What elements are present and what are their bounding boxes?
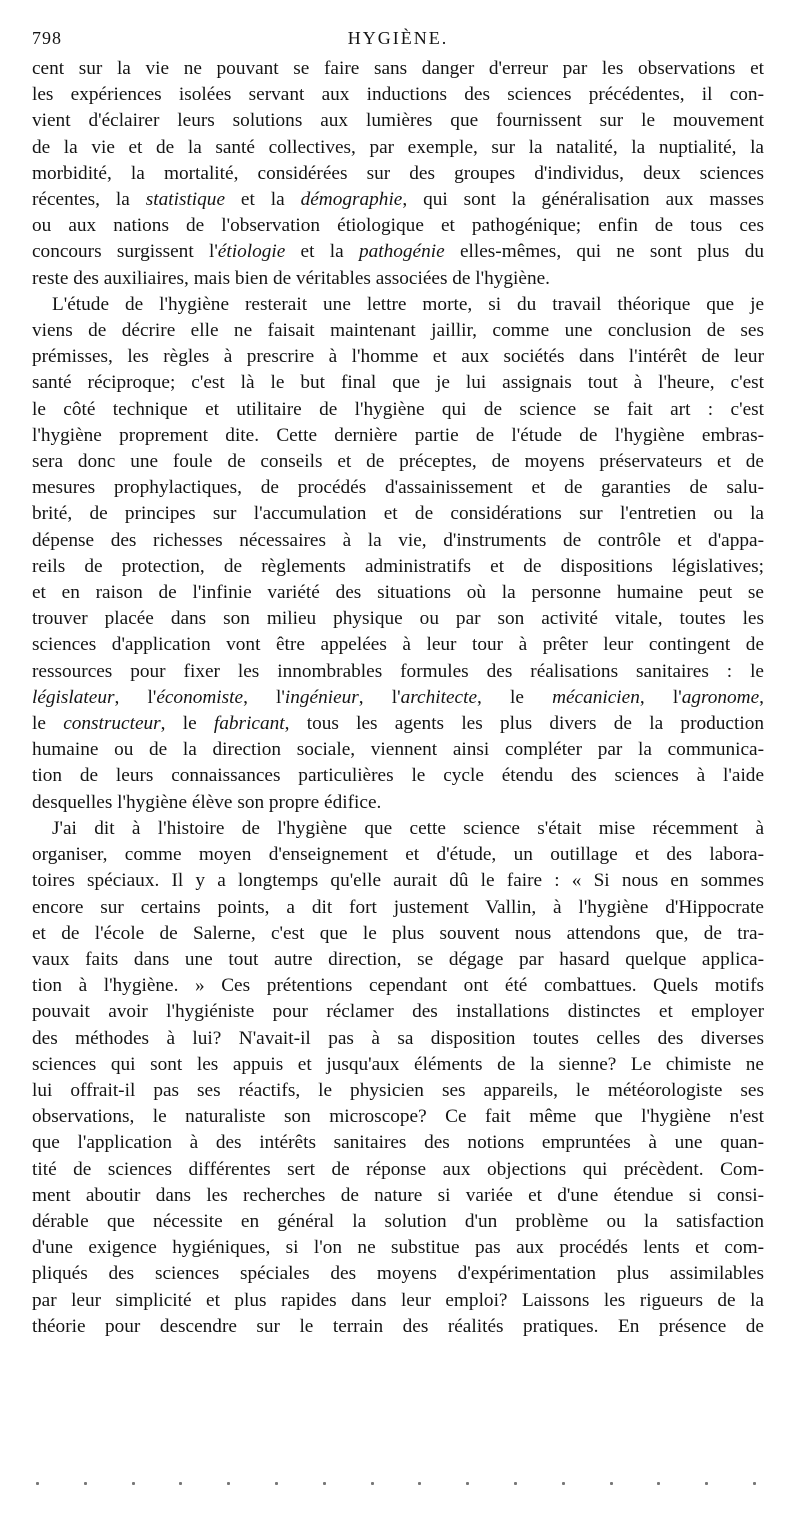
text-line: ment aboutir dans les recherches de nature si variée et d'une étendue si consi- <box>32 1184 764 1206</box>
text-line: mesures prophylactiques, de procédés d'assainissement et de garanties de salu- <box>32 477 764 499</box>
text-line: sciences d'application vont être appelées à leur tour à prêter leur contingent de <box>32 634 764 656</box>
text-line: concours surgissent l'étiologie et la pathogénie elles-mêmes, qui ne sont plus du <box>32 241 764 263</box>
text-line: de la vie et de la santé collectives, par exemple, sur la natalité, la nuptialité, la <box>32 136 764 158</box>
text-line: et de l'école de Salerne, c'est que le plus souvent nous attendons que, de tra- <box>32 922 764 944</box>
text-line: J'ai dit à l'histoire de l'hygiène que cette science s'était mise récemment à <box>52 817 764 839</box>
text-line: toires spéciaux. Il y a longtemps qu'elle aurait dû le faire : « Si nous en sommes <box>32 870 764 892</box>
paragraph-3 <box>32 816 764 1340</box>
term-legislateur: législateur <box>32 686 115 708</box>
text-line: pouvait avoir l'hygiéniste pour réclamer des installations distinctes et employer <box>32 1001 764 1023</box>
term-architecte: architecte <box>400 686 477 708</box>
text-line: encore sur certains points, a dit fort justement Vallin, à l'hygiène d'Hippocrate <box>32 896 764 918</box>
body-text <box>32 56 764 1340</box>
text-line: L'étude de l'hygiène resterait une lettre morte, si du travail théorique que je <box>52 293 764 315</box>
text-line: sciences qui sont les appuis et jusqu'aux éléments de la sienne? Le chimiste ne <box>32 1053 764 1075</box>
text-line: dérable que nécessite en général la solution d'un problème ou la satisfaction <box>32 1210 764 1232</box>
text-line: vaux faits dans une tout autre direction, se dégage par hasard quelque applica- <box>32 948 764 970</box>
text-line: tion à l'hygiène. » Ces prétentions cependant ont été combattues. Quels motifs <box>32 975 764 997</box>
term-economiste: économiste <box>156 686 244 708</box>
text-line: sera donc une foule de conseils et de préceptes, de moyens préservateurs et de <box>32 451 764 473</box>
text-line: que l'application à des intérêts sanitaires des notions empruntées à une quan- <box>32 1132 764 1154</box>
page-number: 798 <box>32 28 62 48</box>
text-line: pliqués des sciences spéciales des moyens d'expérimentation plus assimilables <box>32 1263 764 1285</box>
running-title: HYGIÈNE. <box>347 28 449 48</box>
text-line: morbidité, la mortalité, considérées sur des groupes d'individus, deux sciences <box>32 162 764 184</box>
term-pathogenie: pathogénie <box>358 241 445 263</box>
term-constructeur: constructeur <box>63 713 161 735</box>
text-line: trouver placée dans son milieu physique ou par son activité vitale, toutes les <box>32 608 764 630</box>
term-demographie: démographie <box>300 189 403 211</box>
text-line: prémisses, les règles à prescrire à l'homme et aux sociétés dans l'intérêt de leur <box>32 346 764 368</box>
text-line: santé réciproque; c'est là le but final que je lui assignais tout à l'heure, c'est <box>32 372 764 394</box>
text-line: ou aux nations de l'observation étiologique et pathogénique; enfin de tous ces <box>32 215 764 237</box>
text-line: le constructeur, le fabricant, tous les agents les plus divers de la production <box>32 713 764 735</box>
text-line: d'une exigence hygiéniques, si l'on ne substitue pas aux procédés lents et com- <box>32 1237 764 1259</box>
text-line: reste des auxiliaires, mais bien de véritables associées de l'hygiène. <box>32 267 550 289</box>
text-line: lui offrait-il pas ses réactifs, le physicien ses appareils, le météorologiste ses <box>32 1079 764 1101</box>
text-line: humaine ou de la direction sociale, viennent ainsi compléter par la communica- <box>32 739 764 761</box>
text-line: le côté technique et utilitaire de l'hygiène qui de science se fait art : c'est <box>32 398 764 420</box>
text-line: brité, de principes sur l'accumulation et de considérations sur l'entretien ou la <box>32 503 764 525</box>
term-mecanicien: mécanicien <box>552 686 640 708</box>
text-line: des méthodes à lui? N'avait-il pas à sa disposition toutes celles des diverses <box>32 1027 764 1049</box>
text-line: viens de décrire elle ne faisait maintenant jaillir, comme une conclusion de ses <box>32 320 764 342</box>
text-line: tité de sciences différentes sert de réponse aux objections qui précèdent. Com- <box>32 1158 764 1180</box>
paragraph-2 <box>32 292 764 816</box>
text-line: ressources pour fixer les innombrables formules des réalisations sanitaires : le <box>32 660 764 682</box>
text-line: vient d'éclairer leurs solutions aux lumières que fournissent sur le mouvement <box>32 110 764 132</box>
scan-artifacts <box>36 1482 756 1486</box>
text-line: observations, le naturaliste son microscope? Ce fait même que l'hygiène n'est <box>32 1106 764 1128</box>
text-line: théorie pour descendre sur le terrain des réalités pratiques. En présence de <box>32 1315 764 1337</box>
text-line: dépense des richesses nécessaires à la vie, d'instruments de contrôle et d'appa- <box>32 529 764 551</box>
text-line: l'hygiène proprement dite. Cette dernière partie de l'étude de l'hygiène embras- <box>32 424 764 446</box>
text-line: par leur simplicité et plus rapides dans leur emploi? Laissons les rigueurs de la <box>32 1289 764 1311</box>
paragraph-1 <box>32 56 764 292</box>
text-line: tion de leurs connaissances particulières le cycle étendu des sciences à l'aide <box>32 765 764 787</box>
term-statistique: statistique <box>145 189 226 211</box>
text-line: récentes, la statistique et la démographie, qui sont la généralisation aux masses <box>32 189 765 211</box>
term-agronome: agronome <box>681 686 760 708</box>
term-fabricant: fabricant <box>213 713 285 735</box>
text-line: les expériences isolées servant aux inductions des sciences précédentes, il con- <box>32 84 764 106</box>
term-etiologie: étiologie <box>217 241 286 263</box>
book-page <box>32 28 764 1340</box>
text-line: cent sur la vie ne pouvant se faire sans danger d'erreur par les observations et <box>32 58 764 79</box>
term-ingenieur: ingénieur <box>284 686 359 708</box>
text-line: organiser, comme moyen d'enseignement et d'étude, un outillage et des labora- <box>32 844 764 866</box>
text-line: reils de protection, de règlements administratifs et de dispositions législatives; <box>32 555 764 577</box>
text-line: et en raison de l'infinie variété des situations où la personne humaine peut se <box>32 582 764 604</box>
text-line: desquelles l'hygiène élève son propre édifice. <box>32 791 382 813</box>
text-line: législateur, l'économiste, l'ingénieur, l'architecte, le mécanicien, l'agronome, <box>32 686 764 708</box>
running-head <box>32 28 764 50</box>
